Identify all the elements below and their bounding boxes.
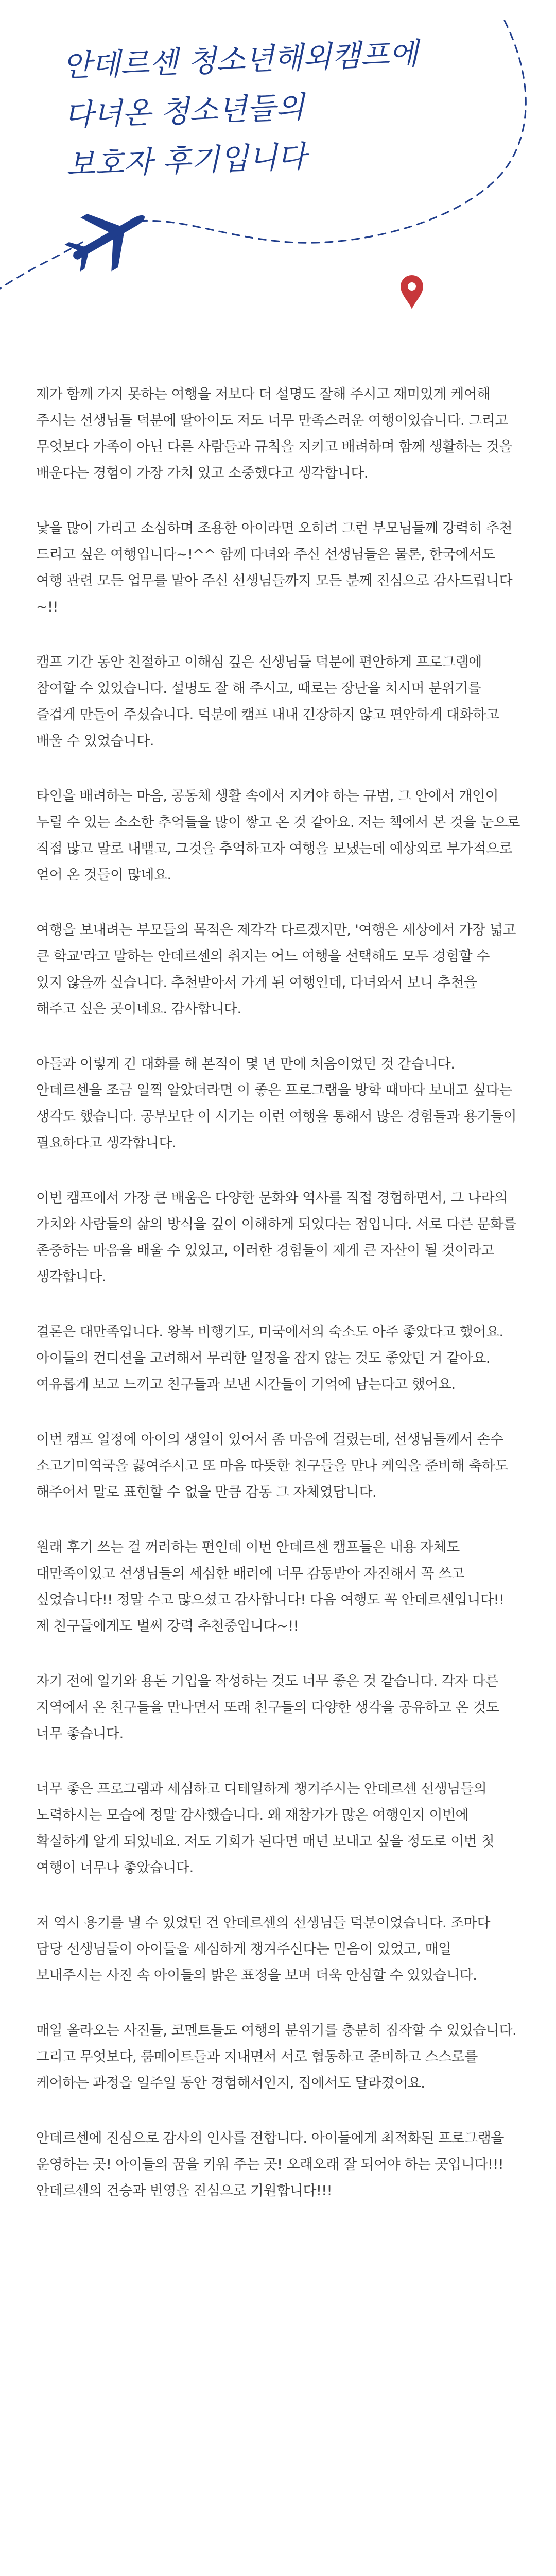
review-list <box>36 381 520 2233</box>
airplane-icon <box>57 190 160 285</box>
review-paragraph: 원래 후기 쓰는 걸 꺼려하는 편인데 이번 안데르센 캠프들은 내용 자체도 대만족이었고 선생님들의 세심한 배려에 너무 감동받아 자진해서 꼭 쓰고 싶었습니다!! 정말 수고 많으셨고 감사합니다! 다음 여행도 꼭 안데르센입니다!! 제 친구들에게도 벌써 강력 추천중입니다~!! <box>36 1539 505 1634</box>
review-paragraph: 제가 함께 가지 못하는 여행을 저보다 더 설명도 잘해 주시고 재미있게 케어해 주시는 선생님들 덕분에 딸아이도 저도 너무 만족스러운 여행이었습니다. 그리고 무엇보다 가족이 아닌 다른 사람들과 규칙을 지키고 배려하며 함께 생활하는 것을 배운다는 경험이 가장 가치 있고 소중했다고 생각합니다. <box>36 386 513 481</box>
location-pin-icon <box>401 275 423 309</box>
title-line-3: 보호자 후기입니다 <box>65 139 307 182</box>
review-paragraph: 이번 캠프에서 가장 큰 배움은 다양한 문화와 역사를 직접 경험하면서, 그 나라의 가치와 사람들의 삶의 방식을 깊이 이해하게 되었다는 점입니다. 서로 다른 문화를 존중하는 마음을 배울 수 있었고, 이러한 경험들이 제게 큰 자산이 될 것이라고 생각합니다. <box>36 1190 517 1285</box>
review-paragraph: 낯을 많이 가리고 소심하며 조용한 아이라면 오히려 그런 부모님들께 강력히 추천 드리고 싶은 여행입니다~!^^ 함께 다녀와 주신 선생님들은 물론, 한국에서도 여행 관련 모든 업무를 맡아 주신 선생님들까지 모든 분께 진심으로 감사드립니다~!! <box>36 520 513 615</box>
review-paragraph: 타인을 배려하는 마음, 공동체 생활 속에서 지켜야 하는 규범, 그 안에서 개인이 누릴 수 있는 소소한 추억들을 많이 쌓고 온 것 같아요. 저는 책에서 본 것을 눈으로 직접 많고 말로 내뱉고, 그것을 추억하고자 여행을 보냈는데 예상외로 부가적으로 얻어 온 것들이 많네요. <box>36 788 520 883</box>
title-line-1: 안데르센 청소년해외캠프에 <box>62 36 419 83</box>
title-line-2: 다녀온 청소년들의 <box>63 89 305 133</box>
review-paragraph: 결론은 대만족입니다. 왕복 비행기도, 미국에서의 숙소도 아주 좋았다고 했어요. 아이들의 컨디션을 고려해서 무리한 일정을 잡지 않는 것도 좋았던 거 같아요. 여유롭게 보고 느끼고 친구들과 보낸 시간들이 기억에 남는다고 했어요. <box>36 1324 503 1393</box>
review-paragraph: 매일 올라오는 사진들, 코멘트들도 여행의 분위기를 충분히 짐작할 수 있었습니다. 그리고 무엇보다, 룸메이트들과 지내면서 서로 협동하고 준비하고 스스로를 케어하는 과정을 일주일 동안 경험해서인지, 집에서도 달라졌어요. <box>36 2023 517 2091</box>
review-paragraph: 저 역시 용기를 낼 수 있었던 건 안데르센의 선생님들 덕분이었습니다. 조마다 담당 선생님들이 아이들을 세심하게 챙겨주신다는 믿음이 있었고, 매일 보내주시는 사진 속 아이들의 밝은 표정을 보며 더욱 안심할 수 있었습니다. <box>36 1915 490 1984</box>
review-paragraph: 너무 좋은 프로그램과 세심하고 디테일하게 챙겨주시는 안데르센 선생님들의 노력하시는 모습에 정말 감사했습니다. 왜 재참가가 많은 여행인지 이번에 확실하게 알게 되었네요. 저도 기회가 된다면 매년 보내고 싶을 정도로 이번 첫 여행이 너무나 좋았습니다. <box>36 1781 495 1876</box>
hero-header <box>0 0 556 350</box>
review-paragraph: 여행을 보내려는 부모들의 목적은 제각각 다르겠지만, '여행은 세상에서 가장 넓고 큰 학교'라고 말하는 안데르센의 취지는 어느 여행을 선택해도 모두 경험할 수 있지 않을까 싶습니다. 추천받아서 가게 된 여행인데, 다녀와서 보니 추천을 해주고 싶은 곳이네요. 감사합니다. <box>36 922 516 1017</box>
review-paragraph: 캠프 기간 동안 친절하고 이해심 깊은 선생님들 덕분에 편안하게 프로그램에 참여할 수 있었습니다. 설명도 잘 해 주시고, 때로는 장난을 치시며 분위기를 즐겁게 만들어 주셨습니다. 덕분에 캠프 내내 긴장하지 않고 편안하게 대화하고 배울 수 있었습니다. <box>36 654 499 749</box>
review-paragraph: 안데르센에 진심으로 감사의 인사를 전합니다. 아이들에게 최적화된 프로그램을 운영하는 곳! 아이들의 꿈을 키워 주는 곳! 오래오래 잘 되어야 하는 곳입니다!!! 안데르센의 건승과 번영을 진심으로 기원합니다!!! <box>36 2130 504 2199</box>
review-paragraph: 자기 전에 일기와 용돈 기입을 작성하는 것도 너무 좋은 것 같습니다. 각자 다른 지역에서 온 친구들을 만나면서 또래 친구들의 다양한 생각을 공유하고 온 것도 너무 좋습니다. <box>36 1673 499 1742</box>
dashed-flight-path-tail <box>0 242 82 289</box>
review-paragraph: 아들과 이렇게 긴 대화를 해 본적이 몇 년 만에 처음이었던 것 같습니다. 안데르센을 조금 일찍 알았더라면 이 좋은 프로그램을 방학 때마다 보내고 싶다는 생각도 했습니다. 공부보단 이 시기는 이런 여행을 통해서 많은 경험들과 용기들이 필요하다고 생각합니다. <box>36 1056 517 1151</box>
review-paragraph: 이번 캠프 일정에 아이의 생일이 있어서 좀 마음에 걸렸는데, 선생님들께서 손수 소고기미역국을 끓여주시고 또 마음 따뜻한 친구들을 만나 케익을 준비해 축하도 해주어서 말로 표현할 수 없을 만큼 감동 그 자체였답니다. <box>36 1432 508 1500</box>
page-title <box>62 29 422 190</box>
